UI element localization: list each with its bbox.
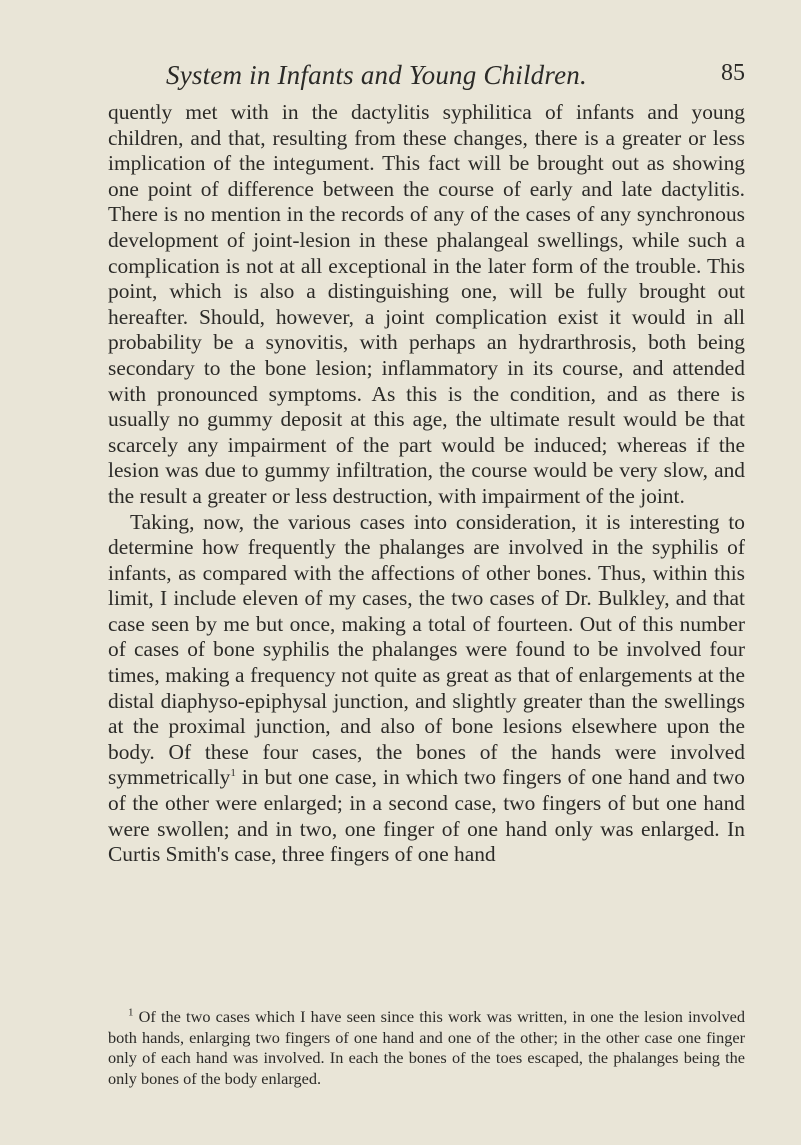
running-title: System in Infants and Young Children. xyxy=(166,60,587,90)
footnote-reference: 1 xyxy=(230,767,236,780)
footnote-1 xyxy=(108,1007,745,1089)
paragraph-1: quently met with in the dactylitis syphilitica of infants and young children, and that, resulting from these changes, there is a greater or less implication of the integument. This fact will be brought out as showing one point of difference between the course of early and late dactylitis. There is no mention in the records of any of the cases of any synchronous development of joint-lesion in these phalangeal swellings, while such a complication is not at all exceptional in the later form of the trouble. This point, which is also a distinguishing one, will be fully brought out hereafter. Should, however, a joint complication exist it would in all probability be a synovitis, with perhaps an hydrarthrosis, both being secondary to the bone lesion; inflammatory in its course, and attended with pronounced symptoms. As this is the condition, and as there is usually no gummy deposit at this age, the ultimate result would be that scarcely any impairment of the part would be induced; whereas if the lesion was due to gummy infiltration, the course would be very slow, and the result a greater or less destruction, with impairment of the joint. xyxy=(108,100,745,508)
page-number: 85 xyxy=(721,60,745,86)
footnotes xyxy=(108,1007,745,1089)
paragraph-2-text: Taking, now, the various cases into consideration, it is interesting to determine how frequently the phalanges are involved in the syphilis of infants, as compared with the affections of other bones. Thus, within this limit, I include eleven of my cases, the two cases of Dr. Bulkley, and that case seen by me but once, making a total of fourteen. Out of this number of cases of bone syphilis the phalanges were found to be involved four times, making a frequency not quite as great as that of enlargements at the distal diaphyso-epiphysal junction, and slightly greater than the swellings at the proximal junction, and also of bone lesions elsewhere upon the body. Of these four cases, the bones of the hands were involved symmetrically xyxy=(108,509,745,790)
paragraph-2-continuation: in but one case, in which two fingers of one hand and two of the other were enlarged; in a second case, two fingers of but one hand were swollen; and in two, one finger of one hand only was enlarged. In Curtis Smith's case, three fingers of one hand xyxy=(108,765,745,867)
footnote-marker: 1 xyxy=(128,1006,134,1019)
running-head xyxy=(108,60,745,92)
body-text xyxy=(108,100,745,868)
footnote-text: Of the two cases which I have seen since this work was written, in one the lesion involved both hands, enlarging two fingers of one hand and one of the other; in the other case one finger only of each hand was involved. In each the bones of the toes escaped, the phalanges being the only bones of the body enlarged. xyxy=(108,1007,745,1088)
paragraph-2 xyxy=(108,510,745,868)
